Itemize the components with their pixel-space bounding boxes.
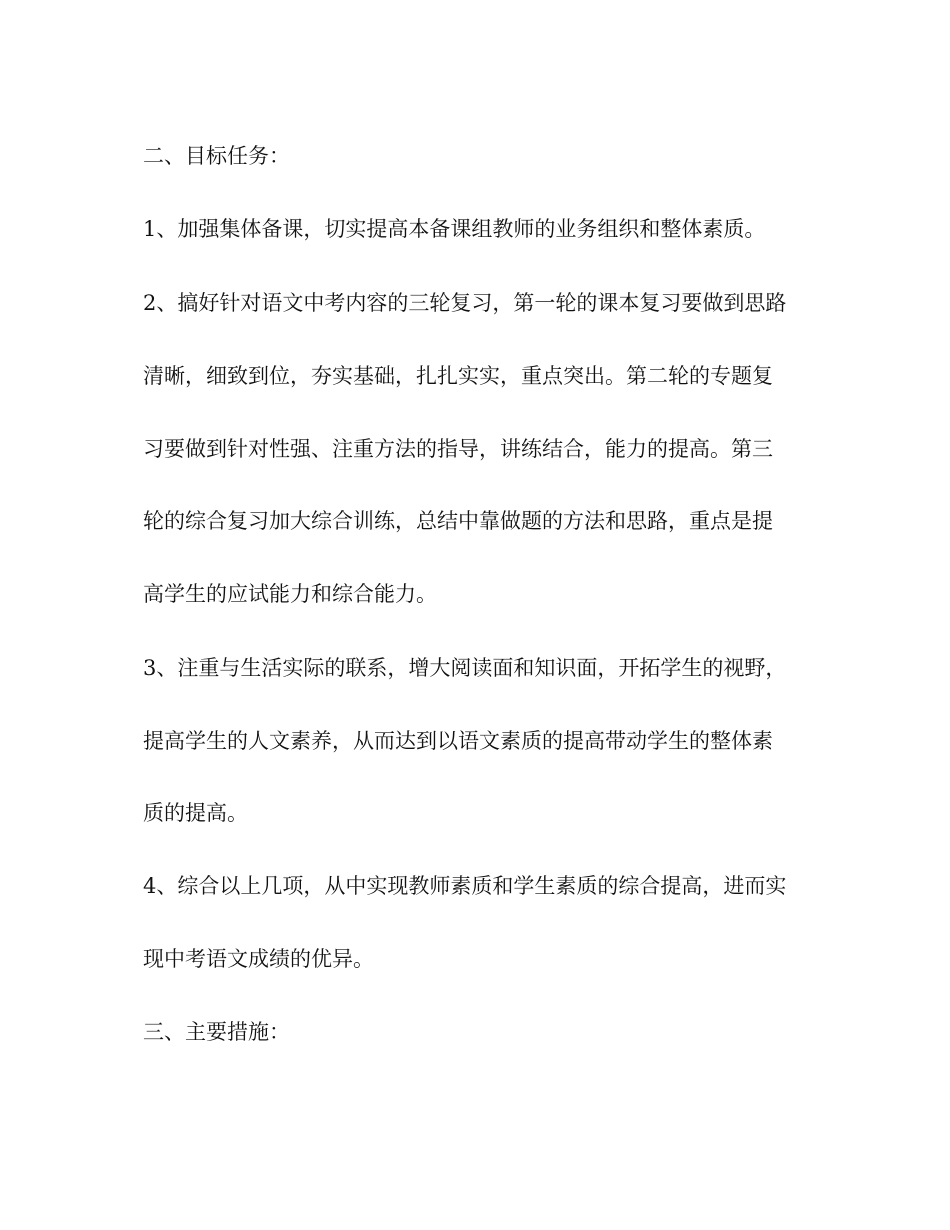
paragraph-line: 高学生的应试能力和综合能力。 <box>143 582 437 606</box>
paragraph-line: 2、搞好针对语文中考内容的三轮复习，第一轮的课本复习要做到思路 <box>143 291 787 315</box>
paragraph-line: 质的提高。 <box>143 801 248 825</box>
paragraph-line: 1、加强集体备课，切实提高本备课组教师的业务组织和整体素质。 <box>143 217 766 241</box>
paragraph-line: 4、综合以上几项，从中实现教师素质和学生素质的综合提高，进而实 <box>143 874 787 898</box>
section-heading-measures: 三、主要措施： <box>143 1020 290 1044</box>
paragraph-line: 3、注重与生活实际的联系，增大阅读面和知识面，开拓学生的视野， <box>143 656 787 680</box>
paragraph-line: 现中考语文成绩的优异。 <box>143 947 374 971</box>
paragraph-line: 习要做到针对性强、注重方法的指导，讲练结合，能力的提高。第三 <box>143 437 773 461</box>
paragraph-line: 提高学生的人文素养，从而达到以语文素质的提高带动学生的整体素 <box>143 729 773 753</box>
paragraph-line: 清晰，细致到位，夯实基础，扎扎实实，重点突出。第二轮的专题复 <box>143 364 773 388</box>
paragraph-line: 轮的综合复习加大综合训练，总结中靠做题的方法和思路，重点是提 <box>143 509 773 533</box>
section-heading-goals: 二、目标任务： <box>143 144 290 168</box>
